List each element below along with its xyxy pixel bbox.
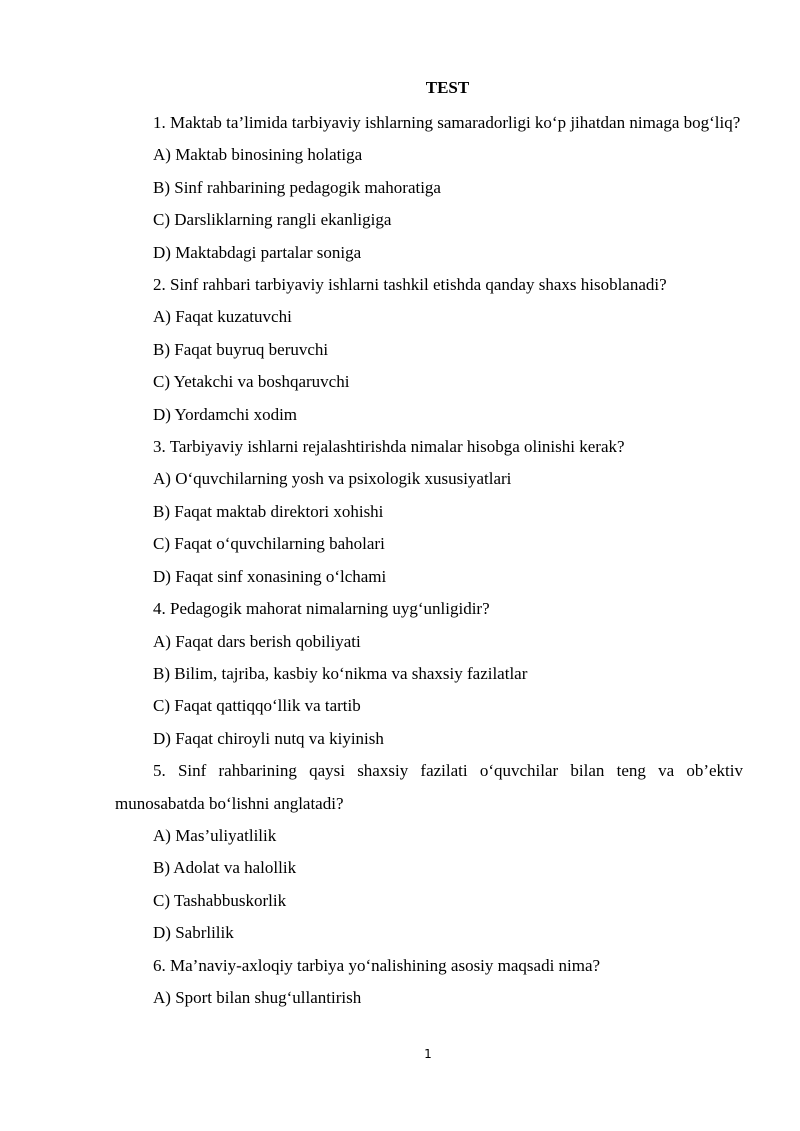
- question-1: 1. Maktab ta’limida tarbiyaviy ishlarning samaradorligi ko‘p jihatdan nimaga bog‘liq?: [153, 113, 741, 132]
- answer-option: D) Maktabdagi partalar soniga: [153, 242, 362, 262]
- answer-option: C) Faqat o‘quvchilarning baholari: [153, 534, 385, 554]
- question-6: 6. Ma’naviy-axloqiy tarbiya yo‘nalishining asosiy maqsadi nima?: [153, 955, 601, 975]
- answer-option: D) Faqat sinf xonasining o‘lchami: [153, 566, 387, 586]
- answer-option: A) Faqat kuzatuvchi: [153, 307, 292, 327]
- answer-option: B) Bilim, tajriba, kasbiy ko‘nikma va shaxsiy fazilatlar: [153, 663, 528, 683]
- answer-option: A) O‘quvchilarning yosh va psixologik xususiyatlari: [153, 469, 512, 489]
- question-3: 3. Tarbiyaviy ishlarni rejalashtirishda nimalar hisobga olinishi kerak?: [153, 437, 625, 457]
- question-4: 4. Pedagogik mahorat nimalarning uyg‘unligidir?: [153, 599, 490, 619]
- answer-option: B) Faqat buyruq beruvchi: [153, 339, 329, 359]
- answer-option: A) Maktab binosining holatiga: [153, 145, 363, 165]
- answer-option: B) Faqat maktab direktori xohishi: [153, 501, 384, 521]
- answer-option: C) Darsliklarning rangli ekanligiga: [153, 210, 392, 230]
- answer-option: C) Faqat qattiqqo‘llik va tartib: [153, 696, 361, 716]
- answer-option: A) Mas’uliyatlilik: [153, 825, 277, 845]
- page-title: TEST: [425, 78, 470, 97]
- answer-option: D) Yordamchi xodim: [153, 404, 298, 424]
- page-number: 1: [424, 1047, 432, 1061]
- answer-option: A) Sport bilan shug‘ullantirish: [153, 987, 362, 1007]
- answer-option: C) Yetakchi va boshqaruvchi: [153, 372, 350, 392]
- question-5: 5. Sinf rahbarining qaysi shaxsiy fazilati o‘quvchilar bilan teng va ob’ektiv munosabatda bo‘lishni anglatadi?: [115, 761, 743, 813]
- answer-option: B) Sinf rahbarining pedagogik mahoratiga: [153, 177, 441, 197]
- answer-option: B) Adolat va halollik: [153, 858, 297, 878]
- question-2: 2. Sinf rahbari tarbiyaviy ishlarni tashkil etishda qanday shaxs hisoblanadi?: [153, 275, 667, 295]
- answer-option: A) Faqat dars berish qobiliyati: [153, 631, 361, 651]
- answer-option: D) Faqat chiroyli nutq va kiyinish: [153, 728, 384, 748]
- test-content: [115, 107, 743, 1014]
- answer-option: D) Sabrlilik: [153, 923, 234, 943]
- answer-option: C) Tashabbuskorlik: [153, 890, 287, 910]
